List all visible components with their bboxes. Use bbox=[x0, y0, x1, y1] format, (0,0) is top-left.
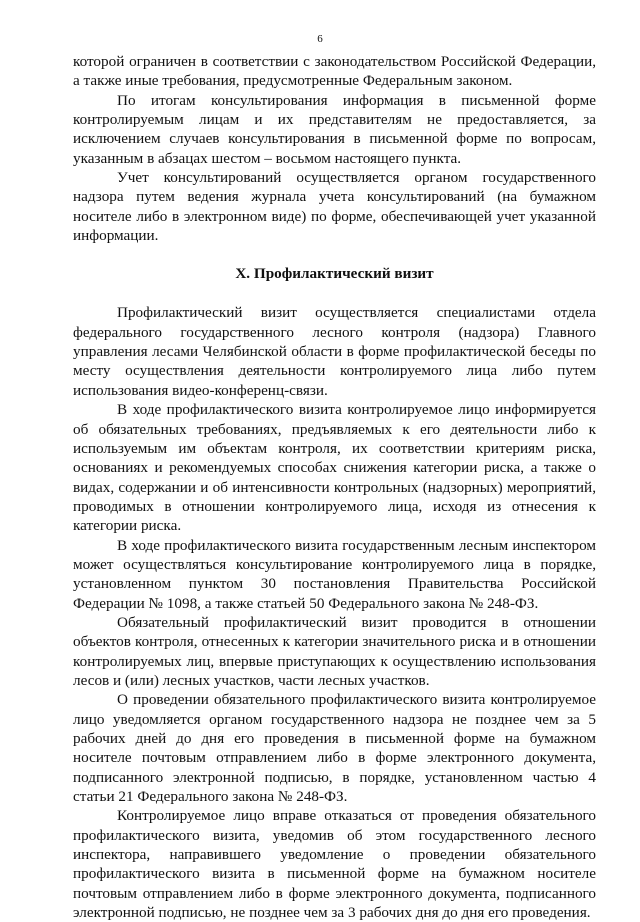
page-number: 6 bbox=[317, 33, 323, 45]
paragraph-5: О проведении обязательного профилактического визита контролируемое лицо уведомляется органом государственного надзора не позднее чем за 5 рабочих дней до дня его проведения в письменной форме на бумажном носителе почтовым отправлением либо в форме электронного документа, подписанного электронной подписью, в порядке, установленном частью 4 статьи 21 Федерального закона № 248-ФЗ. bbox=[73, 691, 596, 806]
paragraph-top-1: которой ограничен в соответствии с законодательством Российской Федерации, а также иные требования, предусмотренные Федеральным законом. bbox=[73, 53, 596, 90]
section-heading: X. Профилактический визит bbox=[235, 265, 434, 283]
paragraph-2: В ходе профилактического визита контролируемое лицо информируется об обязательных требованиях, предъявляемых к его деятельности либо к используемым им объектам контроля, их соответствии критериям риска, основаниях и рекомендуемых способах снижения категории риска, а также о видах, содержании и об интенсивности контрольных (надзорных) мероприятий, проводимых в отношении контролируемого лица, исходя из отнесения к категории риска. bbox=[73, 401, 596, 535]
paragraph-4: Обязательный профилактический визит проводится в отношении объектов контроля, отнесенных к категории значительного риска и в отношении контролируемых лиц, впервые приступающих к осуществлению использования лесов и (или) лесных участков, части лесных участков. bbox=[73, 613, 596, 689]
document-body bbox=[73, 52, 596, 922]
paragraph-1: Профилактический визит осуществляется специалистами отдела федерального государственного лесного контроля (надзора) Главного управления лесами Челябинской области в форме профилактической беседы по месту осуществления деятельности контролируемого лица либо путем использования видео-конференц-связи. bbox=[73, 304, 596, 399]
paragraph-top-3: Учет консультирований осуществляется органом государственного надзора путем ведения журнала учета консультирований (на бумажном носителе либо в электронном виде) по форме, обеспечивающей учет указанной информации. bbox=[73, 169, 596, 245]
paragraph-3: В ходе профилактического визита государственным лесным инспектором может осуществляться консультирование контролируемого лица в порядке, установленном пунктом 30 постановления Правительства Российской Федерации № 1098, а также статьей 50 Федерального закона № 248-ФЗ. bbox=[73, 536, 596, 612]
paragraph-6: Контролируемое лицо вправе отказаться от проведения обязательного профилактического визита, уведомив об этом государственного лесного инспектора, направившего уведомление о проведении обязательного профилактического визита в письменной форме на бумажном носителе почтовым отправлением либо в форме электронного документа, подписанного электронной подписью, не позднее чем за 3 рабочих дня до дня его проведения. bbox=[73, 807, 596, 922]
paragraph-top-2: По итогам консультирования информация в письменной форме контролируемым лицам и их представителям не предоставляется, за исключением случаев консультирования в письменной форме по вопросам, указанным в абзацах шестом – восьмом настоящего пункта. bbox=[73, 91, 596, 167]
